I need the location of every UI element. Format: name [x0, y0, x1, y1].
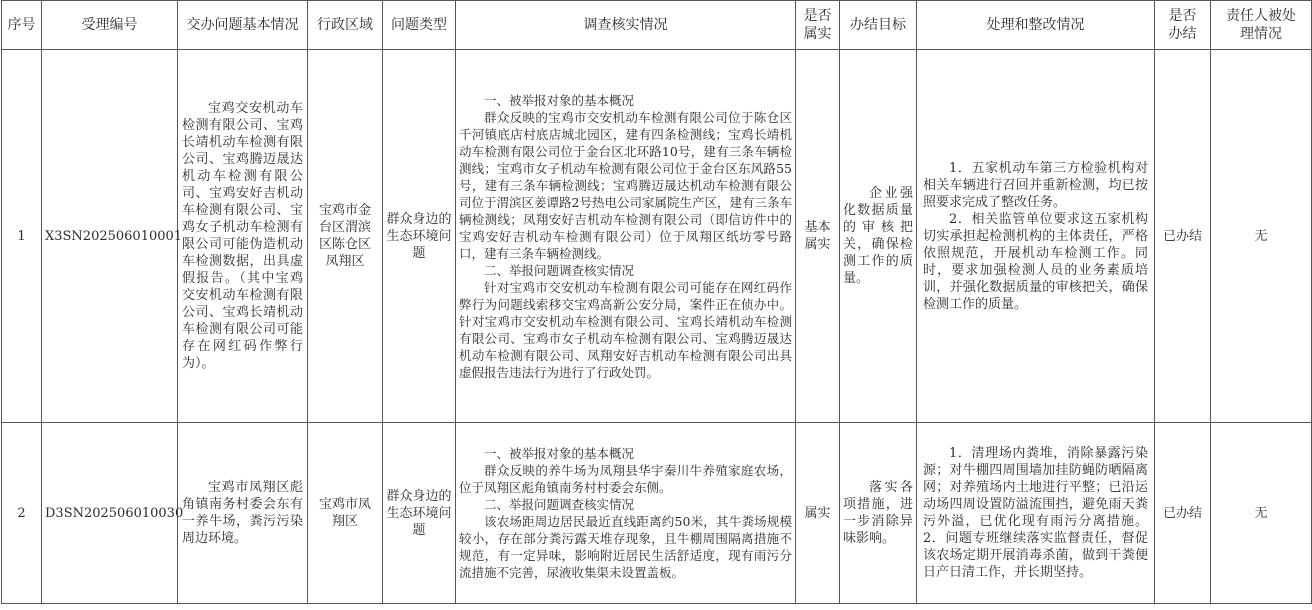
cell-district: 宝鸡市凤翔区 [308, 423, 383, 604]
cell-issue [178, 50, 308, 423]
header-verified: 是否属实 [796, 1, 840, 50]
cell-verified: 基本属实 [796, 50, 840, 423]
cell-investigation [456, 423, 796, 604]
header-accountability: 责任人被处理情况 [1211, 1, 1312, 50]
cell-goal [840, 50, 917, 423]
issue-text: 宝鸡交安机动车检测有限公司、宝鸡长靖机动车检测有限公司、宝鸡腾迈晟达机动车检测有限公司、宝鸡安好吉机动车检测有限公司、宝鸡女子机动车检测有限公司可能伪造机动车检测数据，出具虚假报告。（其中宝鸡交安机动车检测有限公司、宝鸡长靖机动车检测有限公司可能存在网红码作弊行为）。 [182, 101, 303, 371]
handling-item-1: 1．五家机动车第三方检验机构对相关车辆进行召回并重新检测，均已按照要求完成了整改任务。 [923, 160, 1148, 210]
cell-type: 群众身边的生态环境问题 [383, 423, 456, 604]
cell-district: 宝鸡市金台区渭滨区陈仓区凤翔区 [308, 50, 383, 423]
header-handling: 处理和整改情况 [917, 1, 1155, 50]
header-district: 行政区域 [308, 1, 383, 50]
header-closed: 是否办结 [1155, 1, 1211, 50]
table-row [2, 423, 1312, 604]
cell-handling [917, 423, 1155, 604]
cell-issue [178, 423, 308, 604]
goal-text: 企业强化数据质量的审核把关，确保检测工作的质量。 [843, 186, 913, 286]
investigation-paragraph-1: 群众反映的宝鸡市交安机动车检测有限公司位于陈仓区千河镇底店村底店城北园区，建有四条检测线；宝鸡长靖机动车检测有限公司位于金台区北环路10号，建有三条车辆检测线；宝鸡市女子机动车检测有限公司位于金台区东风路55号，建有三条车辆检测线；宝鸡腾迈晟达机动车检测有限公司位于渭滨区姜谭路2号热电公司家属院生产区，建有三条车辆检测线；凤翔安好吉机动车检测有限公司（即信访件中的宝鸡安好吉机动车检测有限公司）位于凤翔区纸坊零号路口，建有三条车辆检测线。 [459, 109, 792, 261]
header-issue: 交办问题基本情况 [178, 1, 308, 50]
investigation-paragraph-2: 该农场距周边居民最近直线距离约50米，其牛粪场规模较小，存在部分粪污露天堆存现象，且牛棚周围隔离措施不规范，有一定异味，影响附近居民生活舒适度，现有雨污分流措施不完善，尿液收集渠未设置盖板。 [459, 514, 792, 580]
cell-accountability: 无 [1211, 50, 1312, 423]
header-type: 问题类型 [383, 1, 456, 50]
header-case-id: 受理编号 [42, 1, 178, 50]
cell-investigation [456, 50, 796, 423]
investigation-heading-1: 一、被举报对象的基本概况 [484, 92, 635, 108]
cell-closed: 已办结 [1155, 50, 1211, 423]
cell-handling [917, 50, 1155, 423]
investigation-paragraph-2: 针对宝鸡市交安机动车检测有限公司可能存在网红码作弊行为问题线索移交宝鸡高新公安分局，案件正在侦办中。针对宝鸡市交安机动车检测有限公司、宝鸡长靖机动车检测有限公司、宝鸡市女子机动车检测有限公司、宝鸡腾迈晟达机动车检测有限公司、凤翔安好吉机动车检测有限公司出具虚假报告违法行为进行了行政处罚。 [459, 279, 792, 380]
complaint-table [1, 0, 1312, 604]
table-row [2, 50, 1312, 423]
investigation-paragraph-1: 群众反映的养牛场为凤翔县华宇秦川牛养殖家庭农场，位于凤翔区彪角镇南务村村委会东侧。 [459, 463, 792, 495]
handling-item-2: 2．相关监管单位要求这五家机构切实承担起检测机构的主体责任，严格依照规范，开展机动车检测工作。同时，要求加强检测人员的业务素质培训，并强化数据质量的审核把关，确保检测工作的质量。 [923, 211, 1148, 312]
cell-case-id: X3SN202506010001 [42, 50, 178, 423]
goal-text: 落实各项措施，进一步消除异味影响。 [843, 480, 913, 546]
cell-accountability: 无 [1211, 423, 1312, 604]
cell-seq: 2 [2, 423, 42, 604]
header-seq: 序号 [2, 1, 42, 50]
cell-seq: 1 [2, 50, 42, 423]
handling-item-1: 1．清理场内粪堆，消除暴露污染源；对牛棚四周围墙加挂防蝇防晒隔离网；对养殖场内土地进行平整；已沿运动场四周设置防溢流围挡，避免雨天粪污外溢，已优化现有雨污分离措施。2．问题专班继续落实监督责任，督促该农场定期开展消毒杀菌，做到干粪便日产日清工作，并长期坚持。 [923, 446, 1148, 580]
header-row [2, 1, 1312, 50]
header-investigation: 调查核实情况 [456, 1, 796, 50]
investigation-heading-2: 二、举报问题调查核实情况 [484, 497, 635, 512]
cell-case-id: D3SN202506010030 [42, 423, 178, 604]
cell-type: 群众身边的生态环境问题 [383, 50, 456, 423]
cell-verified: 属实 [796, 423, 840, 604]
cell-closed: 已办结 [1155, 423, 1211, 604]
issue-text: 宝鸡市凤翔区彪角镇南务村委会东有一养牛场，粪污污染周边环境。 [182, 480, 303, 546]
cell-goal [840, 423, 917, 604]
header-goal: 办结目标 [840, 1, 917, 50]
investigation-heading-1: 一、被举报对象的基本概况 [484, 446, 635, 461]
investigation-heading-2: 二、举报问题调查核实情况 [484, 262, 635, 278]
